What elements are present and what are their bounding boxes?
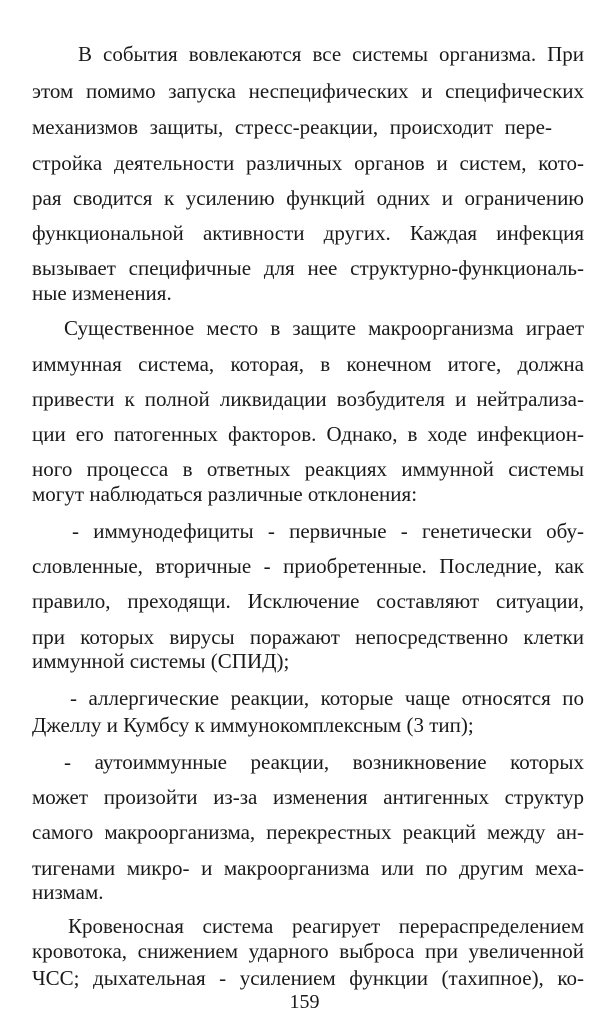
text-line: кровотока, снижением ударного выброса при увеличенной [32, 939, 584, 963]
text-line: иммунной системы (СПИД); [32, 649, 290, 673]
text-line: словленные, вторичные - приобретенные. Последние, как [32, 554, 584, 578]
text-line: В события вовлекаются все системы организма. При [78, 42, 584, 66]
text-line: стройка деятельности различных органов и систем, кото- [32, 151, 584, 175]
text-line: - аутоиммунные реакции, возникновение которых [64, 750, 584, 774]
text-line: - аллергические реакции, которые чаще относятся по [70, 686, 584, 710]
text-line: - иммунодефициты - первичные - генетически обу- [72, 519, 584, 543]
text-line: вызывает специфичные для нее структурно-функциональ- [32, 256, 584, 280]
text-line: самого макроорганизма, перекрестных реакций между ан- [32, 820, 584, 844]
page-number: 159 [289, 991, 320, 1013]
text-line: низмам. [32, 880, 104, 904]
text-line: ные изменения. [32, 281, 172, 305]
text-line: ного процесса в ответных реакциях иммунной системы [32, 457, 584, 481]
text-line: тигенами микро- и макроорганизма или по другим меха- [32, 856, 584, 880]
text-line: механизмов защиты, стресс-реакции, происходит пере- [32, 115, 552, 139]
text-line: правило, преходящи. Исключение составляют ситуации, [32, 589, 584, 613]
text-line: Кровеносная система реагирует перераспределением [68, 914, 584, 938]
text-line: ции его патогенных факторов. Однако, в ходе инфекцион- [32, 422, 584, 446]
text-line: привести к полной ликвидации возбудителя и нейтрализа- [32, 387, 584, 411]
text-line: Джеллу и Кумбсу к иммунокомплексным (3 тип); [32, 713, 474, 737]
text-line: этом помимо запуска неспецифических и специфических [32, 79, 584, 103]
text-line: функциональной активности других. Каждая инфекция [32, 221, 584, 245]
text-line: рая сводится к усилению функций одних и ограничению [32, 186, 584, 210]
text-line: ЧСС; дыхательная - усилением функции (тахипное), ко- [32, 966, 584, 990]
text-line: при которых вирусы поражают непосредственно клетки [32, 625, 584, 649]
text-line: могут наблюдаться различные отклонения: [32, 482, 418, 506]
text-line: иммунная система, которая, в конечном итоге, должна [32, 352, 584, 376]
text-line: может произойти из-за изменения антигенных структур [32, 785, 584, 809]
text-line: Существенное место в защите макроорганизма играет [64, 316, 584, 340]
